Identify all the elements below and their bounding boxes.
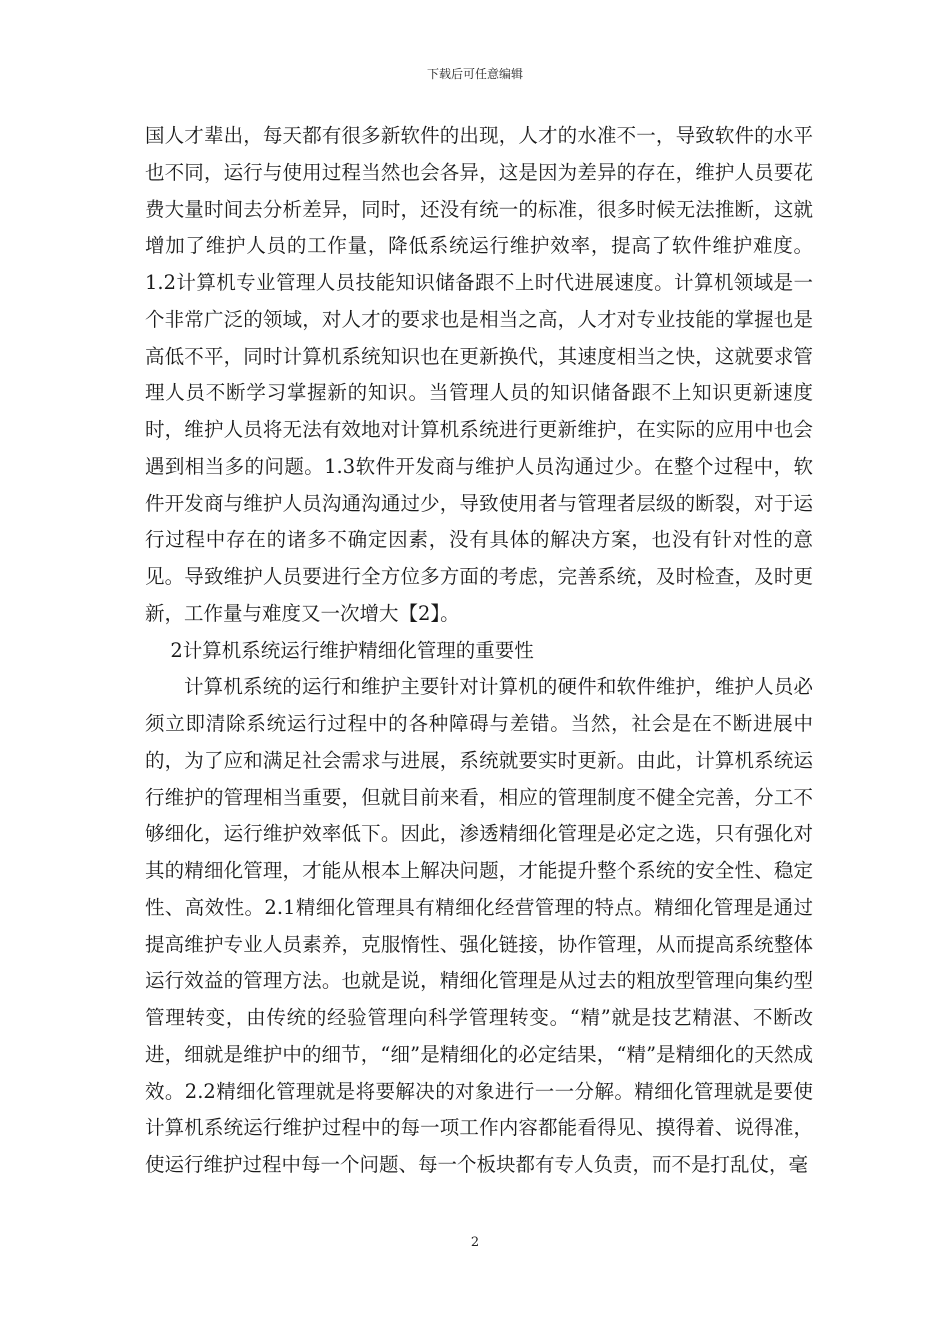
body-paragraph-1: 国人才辈出，每天都有很多新软件的出现，人才的水准不一，导致软件的水平也不同，运行与使用过程当然也会各异，这是因为差异的存在，维护人员要花费大量时间去分析差异，同时，还没有统一的标准，很多时候无法推断，这就增加了维护人员的工作量，降低系统运行维护效率，提高了软件维护难度。1.2计算机专业管理人员技能知识储备跟不上时代进展速度。计算机领域是一个非常广泛的领域，对人才的要求也是相当之高，人才对专业技能的掌握也是高低不平，同时计算机系统知识也在更新换代，其速度相当之快，这就要求管理人员不断学习掌握新的知识。当管理人员的知识储备跟不上知识更新速度时，维护人员将无法有效地对计算机系统进行更新维护，在实际的应用中也会遇到相当多的问题。1.3软件开发商与维护人员沟通过少。在整个过程中，软件开发商与维护人员沟通沟通过少，导致使用者与管理者层级的断裂，对于运行过程中存在的诸多不确定因素，没有具体的解决方案，也没有针对性的意见。导致维护人员要进行全方位多方面的考虑，完善系统，及时检查，及时更新，工作量与难度又一次增大【2】。 (145, 124, 813, 625)
section-heading: 2计算机系统运行维护精细化管理的重要性 (170, 638, 534, 662)
document-body (145, 118, 813, 1184)
page-number: 2 (470, 1235, 480, 1250)
page-header: 下载后可任意编辑 (426, 67, 523, 81)
body-paragraph-2: 计算机系统的运行和维护主要针对计算机的硬件和软件维护，维护人员必须立即清除系统运行过程中的各种障碍与差错。当然，社会是在不断进展中的，为了应和满足社会需求与进展，系统就要实时更新。由此，计算机系统运行维护的管理相当重要，但就目前来看，相应的管理制度不健全完善，分工不够细化，运行维护效率低下。因此，渗透精细化管理是必定之选，只有强化对其的精细化管理，才能从根本上解决问题，才能提升整个系统的安全性、稳定性、高效性。2.1精细化管理具有精细化经营管理的特点。精细化管理是通过提高维护专业人员素养，克服惰性、强化链接，协作管理，从而提高系统整体运行效益的管理方法。也就是说，精细化管理是从过去的粗放型管理向集约型管理转变，由传统的经验管理向科学管理转变。“精”就是技艺精湛、不断改进，细就是维护中的细节，“细”是精细化的必定结果，“精”是精细化的天然成效。2.2精细化管理就是将要解决的对象进行一一分解。精细化管理就是要使计算机系统运行维护过程中的每一项工作内容都能看得见、摸得着、说得准，使运行维护过程中每一个问题、每一个板块都有专人负责，而不是打乱仗，毫 (145, 675, 813, 1176)
